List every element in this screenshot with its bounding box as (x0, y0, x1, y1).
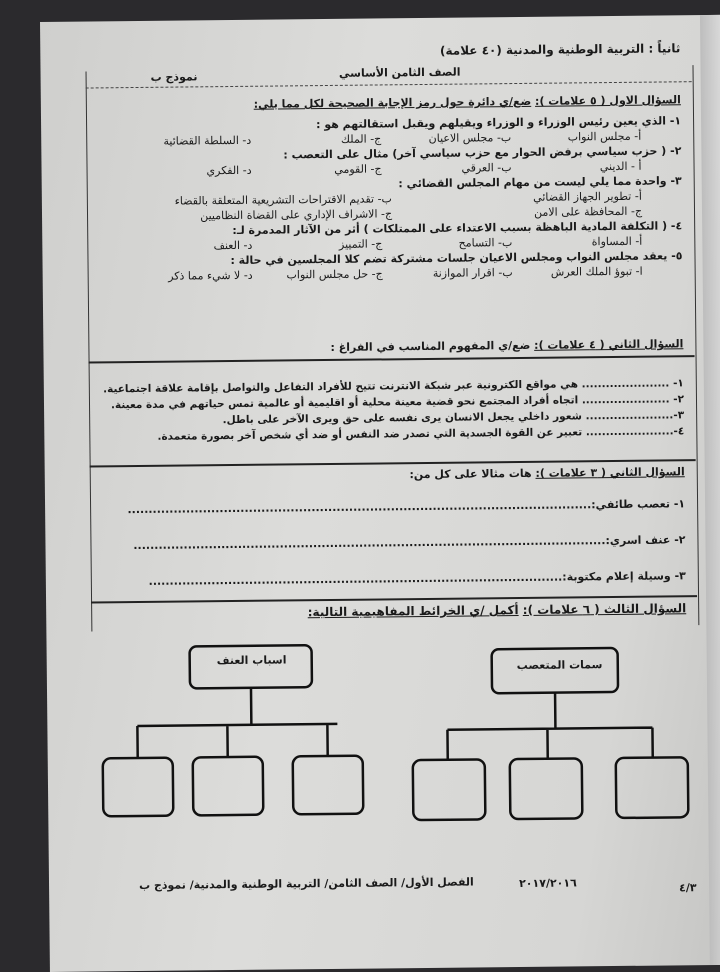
footer-text: الفصل الأول/ الصف الثامن/ التربية الوطنية والمدنية/ نموذج ب (138, 875, 474, 893)
q3-instruction: أكمل /ي الخرائط المفاهيمية التالية: (307, 603, 519, 620)
example-item[interactable]: ٣- وسيلة إعلام مكتوبة:................................................................................................... (148, 569, 686, 588)
option[interactable]: أ- المساواة (591, 234, 643, 249)
option[interactable]: ج- المحافظة على الامن (534, 204, 643, 219)
q2b-title: السؤال الثاني ( ٣ علامات ): (535, 465, 685, 480)
option[interactable]: ب- اقرار الموازنة (432, 266, 513, 280)
option[interactable]: ب- مجلس الاعيان (428, 131, 512, 145)
map-right-connectors (447, 692, 653, 760)
option[interactable]: ب- تقديم الاقتراحات التشريعية المتعلقة بالقضاء (174, 192, 392, 208)
option[interactable]: د- لا شيء مما ذكر (168, 268, 253, 283)
map-left-blank-box[interactable] (103, 758, 174, 817)
option[interactable]: ج- حل مجلس النواب (286, 267, 383, 282)
page-number: ٤/٣ (679, 881, 697, 895)
q1-stem: ١- الذي يعين رئيس الوزراء و الوزراء ويقيلهم ويقبل استقالتهم هو : (315, 114, 682, 132)
option[interactable]: ا- تبوؤ الملك العرش (550, 264, 643, 279)
footer-year: ٢٠١٧/٢٠١٦ (518, 876, 577, 891)
fill-item[interactable]: ٢- ...................... اتجاه أفراد المجتمع نحو قضية معينة محلية أو اقليمية أو عالمية تمس حياتهم في مدة معينة. (110, 393, 685, 412)
option[interactable]: ج- القومي (334, 162, 382, 176)
map-left-connectors (137, 687, 338, 758)
fill-item[interactable]: ٣-...................... شعور داخلي يجعل الانسان يرى نفسه على حق ويرى الآخر على باطل. (222, 409, 685, 427)
q3-title: السؤال الثالث ( ٦ علامات ): (522, 601, 687, 617)
option[interactable]: ج- الاشراف الإداري على القضاة النظاميين (200, 207, 393, 223)
example-item[interactable]: ٢- عنف اسري:................................................................................................................. (133, 533, 686, 553)
option[interactable]: أ - الديني (599, 159, 642, 174)
map-right-title: سمات المتعصب (516, 658, 603, 673)
q1-instruction: ضع/ي دائرة حول رمز الإجابة الصحيحة لكل مما يلي: (253, 94, 532, 111)
example-item[interactable]: ١- تعصب طائفي:............................................................................................................... (127, 497, 686, 517)
option[interactable]: أ- تطوير الجهاز القضائي (533, 189, 642, 204)
fill-item[interactable]: ١- ...................... هي مواقع الكترونية عبر شبكة الانترنت تتيح للأفراد التفاعل والتواصل بإقامة علاقة اجتماعية. (103, 377, 684, 396)
option[interactable]: ب- العرقي (461, 161, 512, 175)
option[interactable]: ب- التسامح (458, 236, 513, 250)
section-title: ثانياً : التربية الوطنية والمدنية (٤٠ علامة) (439, 41, 681, 58)
fill-item[interactable]: ٤-...................... تعبير عن القوة الجسدية التي تصدر ضد النفس أو ضد أي شخص آخر بصورة متعمدة. (157, 425, 685, 443)
map-left-title: اسباب العنف (216, 653, 287, 668)
map-right-blank-box[interactable] (616, 757, 689, 818)
exam-page (40, 15, 720, 972)
map-left-blank-box[interactable] (193, 757, 264, 816)
map-right-blank-box[interactable] (413, 759, 486, 820)
grade-label: الصف الثامن الأساسي (338, 65, 461, 80)
q1-stem: ٥- يعقد مجلس النواب ومجلس الاعيان جلسات مشتركة تضم كلا المجلسين في حالة : (230, 249, 683, 268)
option[interactable]: د- العنف (213, 238, 253, 253)
q2-title: السؤال الثاني ( ٤ علامات ): (534, 337, 684, 352)
map-left-blank-box[interactable] (293, 756, 364, 815)
q1-stem: ٤- ( التكلفة المادية الباهظة بسبب الاعتداء على الممتلكات ) أثر من الآثار المدمرة لـ: (232, 219, 683, 237)
q1-stem: ٢- ( حزب سياسي برفض الحوار مع حزب سياسي آخر) مثال على التعصب : (283, 144, 682, 162)
option[interactable]: ج- الملك (340, 132, 382, 146)
q1-title: السؤال الاول ( ٥ علامات ): (534, 93, 681, 108)
option[interactable]: أ- مجلس النواب (567, 129, 642, 144)
option[interactable]: ج- التمييز (338, 237, 383, 251)
option[interactable]: د- الفكري (206, 163, 252, 178)
form-label: نموذج ب (150, 70, 198, 84)
q1-stem: ٣- واحدة مما يلي ليست من مهام المجلس القضائي : (398, 174, 682, 191)
map-right-blank-box[interactable] (510, 758, 583, 819)
option[interactable]: د- السلطة القضائية (163, 133, 252, 148)
q2-instruction: ضع/ي المفهوم المناسب في الفراغ : (330, 338, 531, 354)
q2b-instruction: هات مثالا على كل من: (409, 466, 532, 482)
concept-maps (40, 15, 720, 972)
